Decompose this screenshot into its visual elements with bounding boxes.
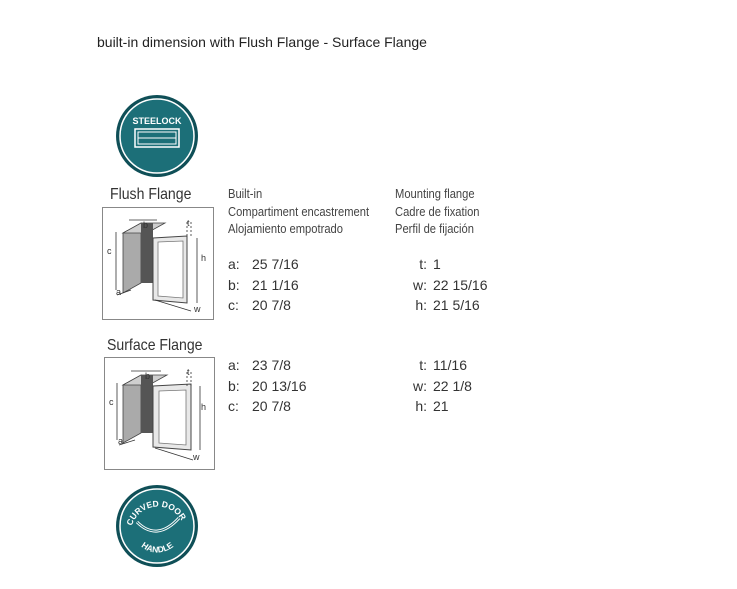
surface-value-a: 23 7/8 xyxy=(252,357,291,373)
surface-flange-drawing xyxy=(105,358,214,469)
surface-builtin-values xyxy=(228,355,307,417)
surface-letter-t: t xyxy=(187,367,190,377)
flush-row-b xyxy=(228,275,299,296)
curved-door-handle-badge-icon xyxy=(115,484,199,568)
surface-letter-w: w xyxy=(193,452,200,462)
flush-key-c: c: xyxy=(228,297,239,313)
surface-letter-h: h xyxy=(201,402,207,412)
flush-key-t: t: xyxy=(419,256,427,272)
flush-key-a: a: xyxy=(228,256,240,272)
surface-flange-diagram xyxy=(104,357,215,470)
surface-key-a: a: xyxy=(228,357,240,373)
flush-letter-a: a xyxy=(116,287,122,297)
surface-letter-c: c xyxy=(109,397,114,407)
flush-row-t xyxy=(405,254,488,275)
surface-key-t: t: xyxy=(419,357,427,373)
flush-value-w: 22 15/16 xyxy=(433,276,488,293)
steelock-badge-icon xyxy=(115,94,199,178)
surface-row-w xyxy=(405,376,472,397)
flush-row-a xyxy=(228,254,299,275)
surface-mounting-values xyxy=(405,355,472,417)
flush-value-c: 20 7/8 xyxy=(252,297,291,313)
surface-row-a xyxy=(228,355,307,376)
mounting-header-es: Perfil de fijación xyxy=(395,221,474,236)
flush-mounting-values xyxy=(405,254,488,316)
flush-key-h: h: xyxy=(415,297,427,313)
surface-key-w: w: xyxy=(413,377,427,394)
mounting-header-fr: Cadre de fixation xyxy=(395,203,480,219)
flush-value-b: 21 1/16 xyxy=(252,276,299,293)
surface-flange-label: Surface Flange xyxy=(107,337,203,354)
flush-value-t: 1 xyxy=(433,256,441,272)
surface-letter-a: a xyxy=(118,436,124,446)
builtin-header-fr: Compartiment encastrement xyxy=(228,203,370,219)
surface-key-h: h: xyxy=(415,398,427,414)
mounting-header-en: Mounting flange xyxy=(395,186,475,201)
flush-value-a: 25 7/16 xyxy=(252,256,299,272)
surface-value-c: 20 7/8 xyxy=(252,398,291,414)
surface-row-h xyxy=(405,396,472,417)
flush-letter-t: t xyxy=(187,218,190,228)
handle-text: HANDLE xyxy=(139,539,175,555)
surface-value-t: 11/16 xyxy=(433,357,467,373)
builtin-header-en: Built-in xyxy=(228,186,263,201)
flush-flange-diagram xyxy=(102,207,214,320)
surface-value-b: 20 13/16 xyxy=(252,377,307,394)
curved-door-text: CURVED DOOR xyxy=(124,498,189,527)
surface-key-c: c: xyxy=(228,398,239,414)
flush-flange-drawing xyxy=(103,208,213,319)
flush-value-h: 21 5/16 xyxy=(433,297,480,313)
builtin-header xyxy=(228,185,369,238)
flush-letter-c: c xyxy=(107,246,112,256)
flush-flange-label: Flush Flange xyxy=(110,186,192,203)
builtin-header-es: Alojamiento empotrado xyxy=(228,221,343,236)
surface-value-w: 22 1/8 xyxy=(433,377,472,394)
surface-row-c xyxy=(228,396,307,417)
surface-value-h: 21 xyxy=(433,398,449,414)
flush-letter-b: b xyxy=(143,220,149,230)
flush-key-b: b: xyxy=(228,276,240,293)
flush-row-h xyxy=(405,295,488,316)
mounting-header xyxy=(395,185,480,238)
flush-letter-h: h xyxy=(201,253,207,263)
flush-builtin-values xyxy=(228,254,299,316)
flush-row-w xyxy=(405,275,488,296)
steelock-text: STEELOCK xyxy=(132,116,182,126)
surface-key-b: b: xyxy=(228,377,240,394)
flush-key-w: w: xyxy=(413,276,427,293)
page-title: built-in dimension with Flush Flange - Surface Flange xyxy=(97,34,427,50)
flush-letter-w: w xyxy=(194,304,201,314)
surface-letter-b: b xyxy=(145,371,151,381)
flush-row-c xyxy=(228,295,299,316)
surface-row-b xyxy=(228,376,307,397)
surface-row-t xyxy=(405,355,472,376)
